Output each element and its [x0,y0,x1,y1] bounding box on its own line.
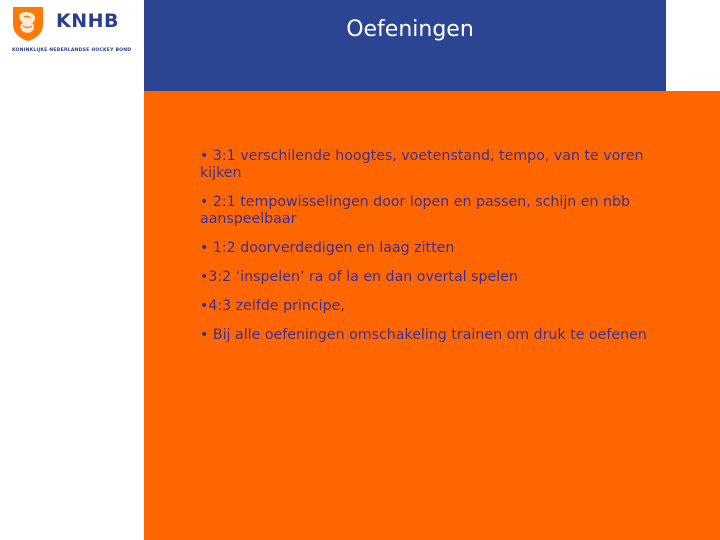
logo-wordmark: KNHB [56,10,120,32]
bullet-item: • 1:2 doorverdedigen en laag zitten [200,240,455,256]
bullet-list [200,148,650,356]
logo-subtitle: KONINKLIJKE NEDERLANDSE HOCKEY BOND [12,48,132,53]
title-band [144,0,666,91]
content-area [144,91,720,540]
bullet-item: • 3:1 verschilende hoogtes, voetenstand, tempo, van te voren kijken [200,148,644,181]
bullet-item: •3:2 ‘inspelen’ ra of la en dan overtal spelen [200,269,518,285]
slide-title: Oefeningen [346,17,474,42]
bullet-item: • 2:1 tempowisselingen door lopen en passen, schijn en nbb aanspeelbaar [200,194,631,227]
knhb-logo [0,0,144,90]
bullet-item: •4:3 zelfde principe, [200,298,345,314]
lion-badge-icon [10,4,46,42]
bullet-item: • Bij alle oefeningen omschakeling trainen om druk te oefenen [200,327,647,343]
